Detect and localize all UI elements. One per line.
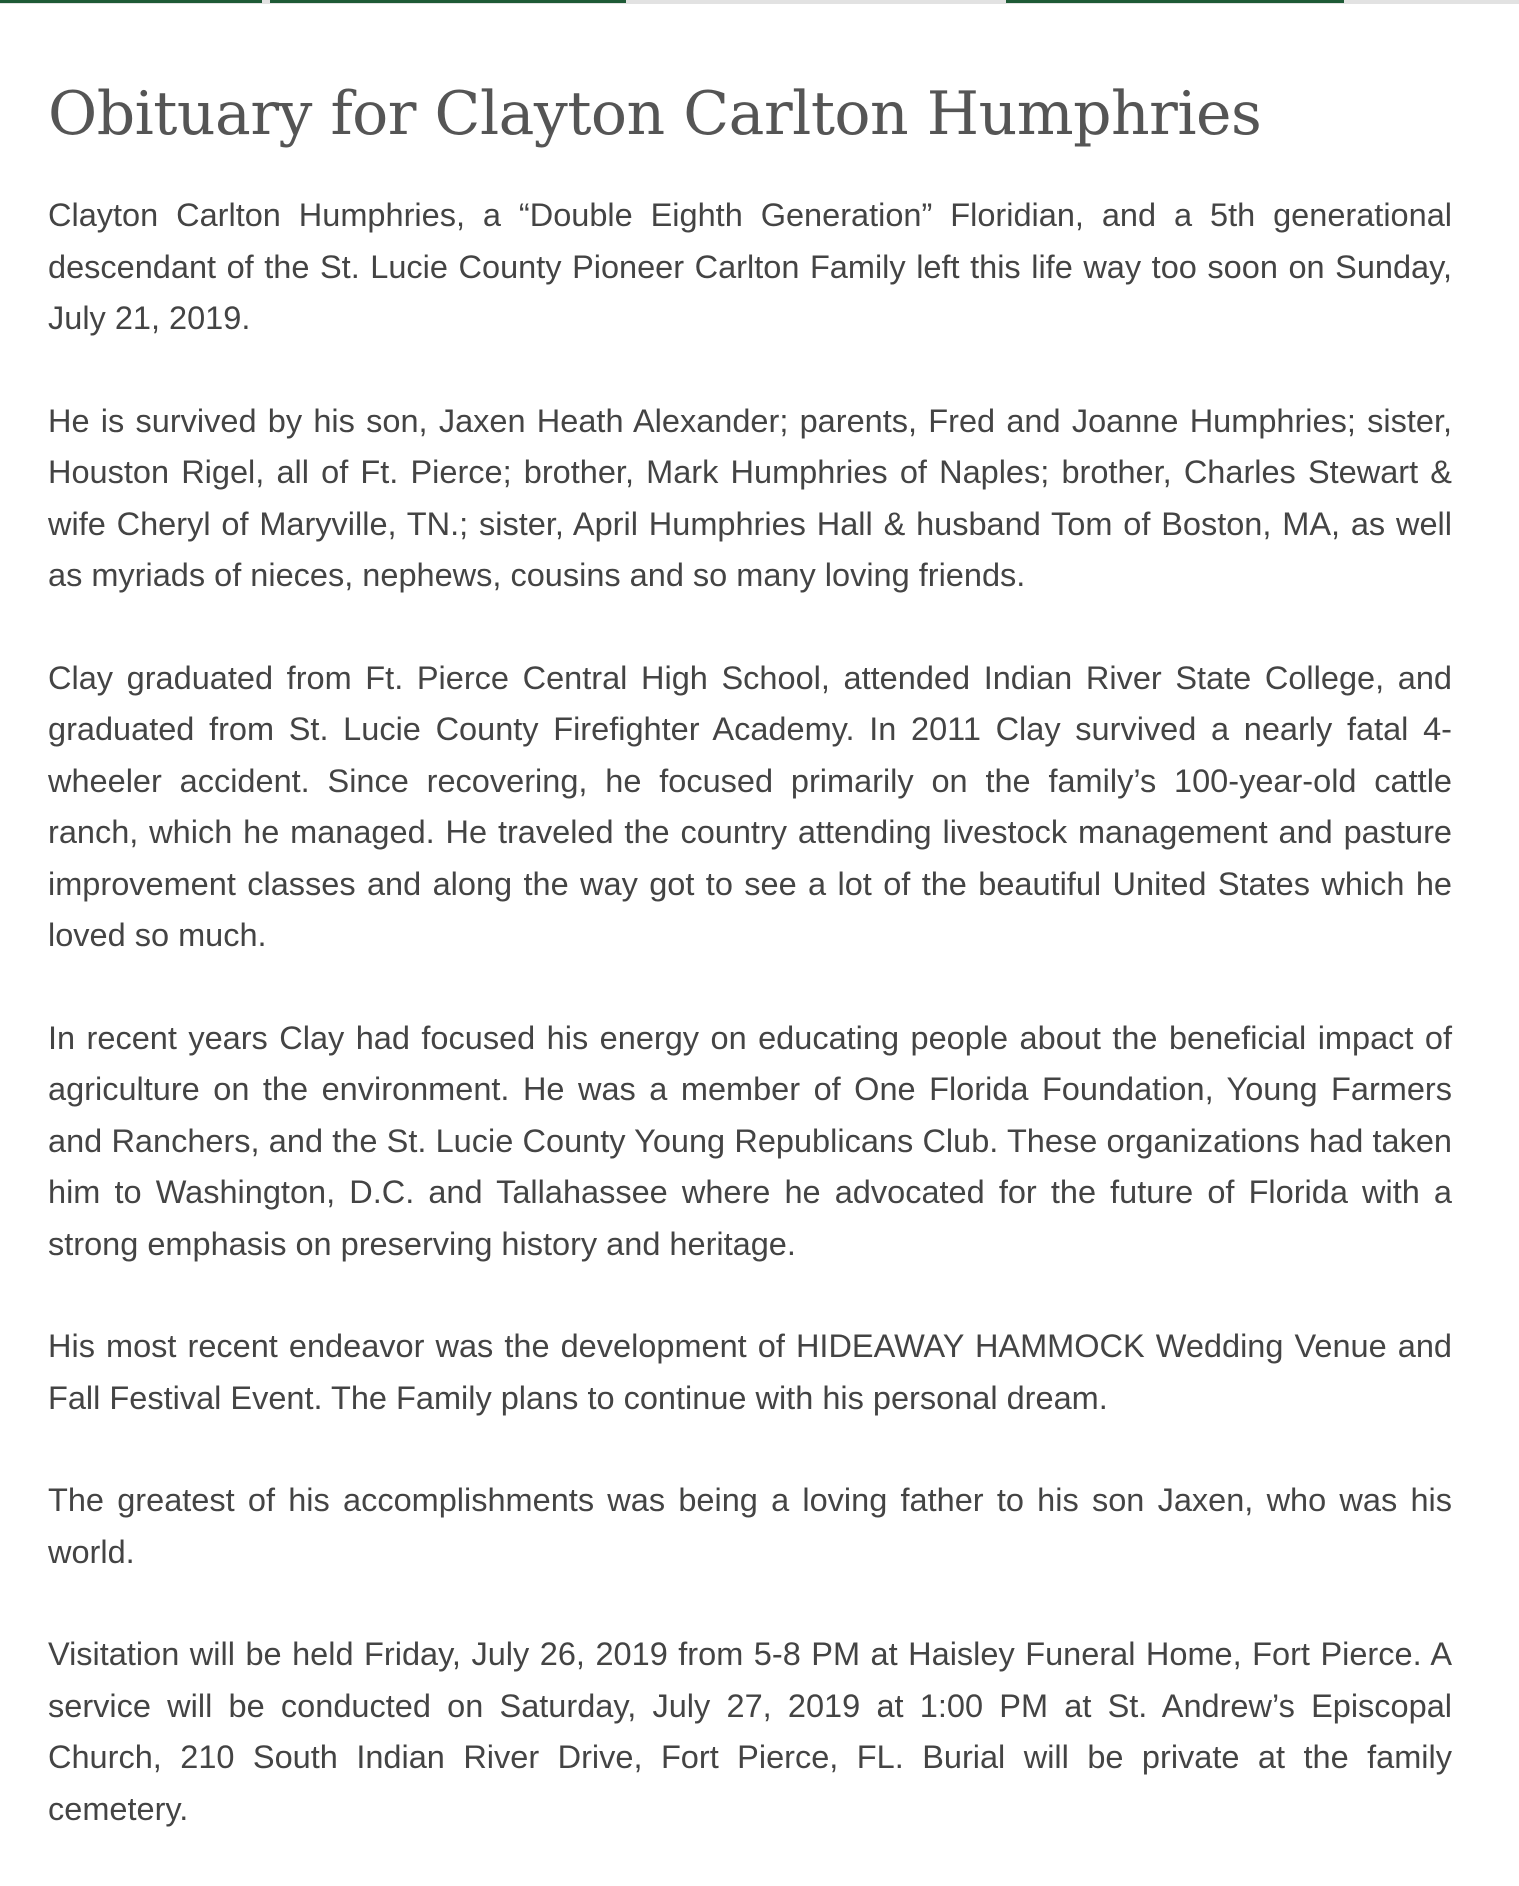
nav-tab-indicator[interactable] [1006,0,1344,3]
top-nav-strip [0,0,1519,4]
page-title: Obituary for Clayton Carlton Humphries [48,79,1262,149]
obituary-paragraph: He is survived by his son, Jaxen Heath Alexander; parents, Fred and Joanne Humphries; sister, Houston Rigel, all of Ft. Pierce; brother, Mark Humphries of Naples; brother, Charles Stewart & wife Cheryl of Maryville, TN.; sister, April Humphries Hall & husband Tom of Boston, MA, as well as myriads of nieces, nephews, cousins and so many loving friends. [48,402,1452,593]
obituary-paragraph: His most recent endeavor was the development of HIDEAWAY HAMMOCK Wedding Venue and Fall Festival Event. The Family plans to continue with his personal dream. [48,1328,1452,1416]
nav-tab-indicator[interactable] [0,0,262,3]
obituary-paragraph: Clay graduated from Ft. Pierce Central High School, attended Indian River State College, and graduated from St. Lucie County Firefighter Academy. In 2011 Clay survived a nearly fatal 4-wheeler accident. Since recovering, he focused primarily on the family’s 100-year-old cattle ranch, which he managed. He traveled the country attending livestock management and pasture improvement classes and along the way got to see a lot of the beautiful United States which he loved so much. [48,659,1452,953]
obituary-paragraph: Visitation will be held Friday, July 26, 2019 from 5-8 PM at Haisley Funeral Home, Fort Pierce. A service will be conducted on Saturday, July 27, 2019 at 1:00 PM at St. Andrew’s Episcopal Church, 210 South Indian River Drive, Fort Pierce, FL. Burial will be private at the family cemetery. [48,1636,1452,1827]
obituary-paragraph: In recent years Clay had focused his energy on educating people about the beneficial impact of agriculture on the environment. He was a member of One Florida Foundation, Young Farmers and Ranchers, and the St. Lucie County Young Republicans Club. These organizations had taken him to Washington, D.C. and Tallahassee where he advocated for the future of Florida with a strong emphasis on preserving history and heritage. [48,1019,1452,1262]
obituary-paragraph: Clayton Carlton Humphries, a “Double Eighth Generation” Floridian, and a 5th generational descendant of the St. Lucie County Pioneer Carlton Family left this life way too soon on Sunday, July 21, 2019. [48,197,1452,336]
obituary-paragraph: The greatest of his accomplishments was being a loving father to his son Jaxen, who was his world. [48,1482,1452,1570]
nav-tab-indicator[interactable] [270,0,626,3]
obituary-article [48,76,1452,1886]
